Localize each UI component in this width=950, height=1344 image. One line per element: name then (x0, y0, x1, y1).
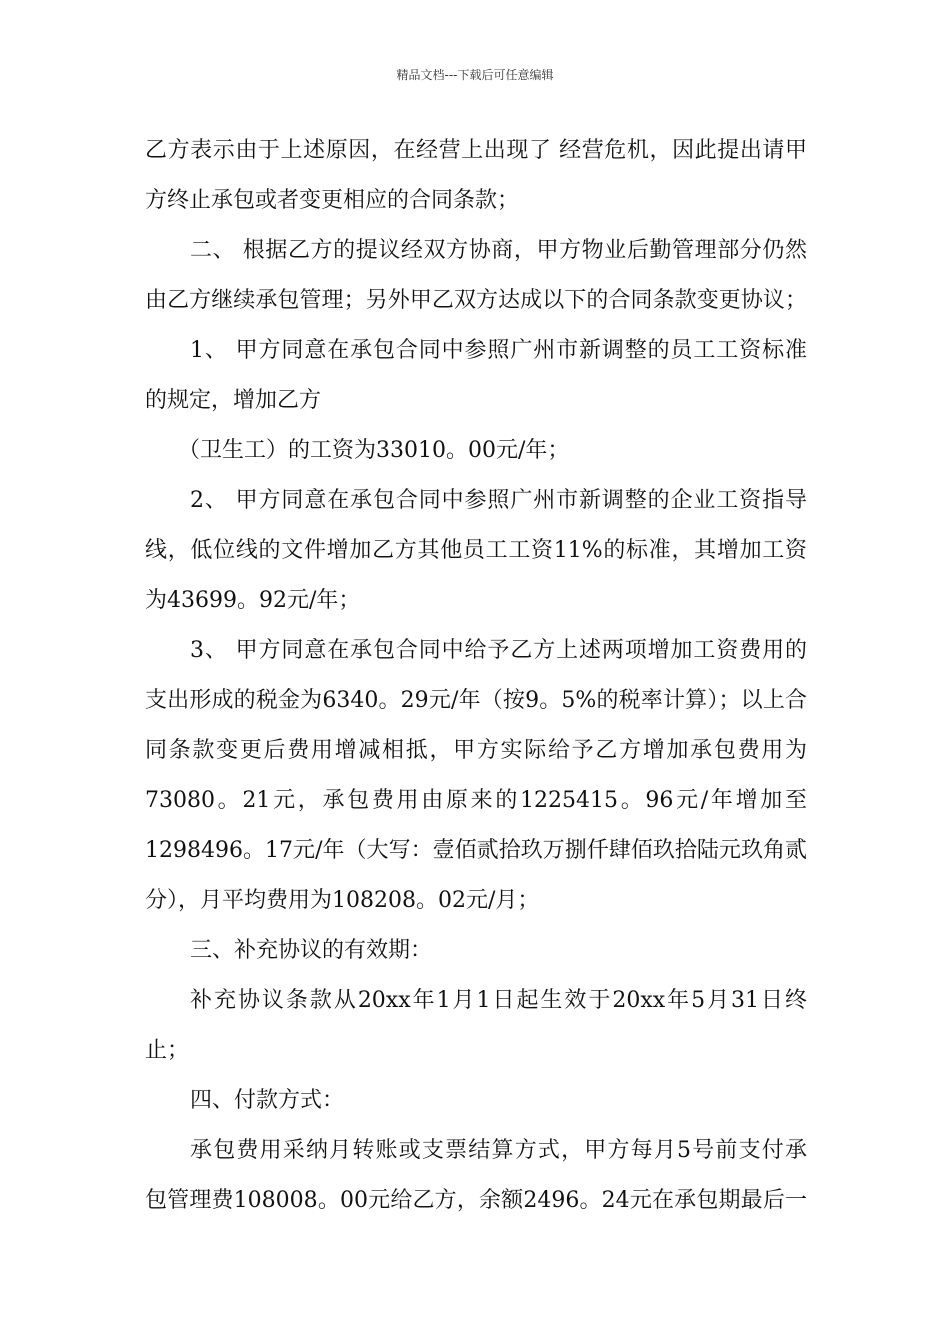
paragraph-line: 2、 甲方同意在承包合同中参照广州市新调整的企业工资指导 (190, 488, 807, 513)
paragraph-line: 乙方表示由于上述原因，在经营上出现了 经营危机，因此提出请甲 (145, 138, 807, 163)
paragraph-line: 包管理费108008。00元给乙方，余额2496。24元在承包期最后一 (145, 1188, 807, 1213)
paragraph-line: 分），月平均费用为108208。02元/月； (145, 888, 540, 913)
section-heading: 三、补充协议的有效期： (190, 938, 433, 963)
paragraph-line: 补充协议条款从20xx年1月1日起生效于20xx年5月31日终 (190, 988, 807, 1013)
paragraph-line: 3、 甲方同意在承包合同中给予乙方上述两项增加工资费用的 (190, 638, 807, 663)
paragraph-line: 73080。21元，承包费用由原来的1225415。96元/年增加至 (145, 788, 807, 813)
section-heading: 四、付款方式： (190, 1088, 345, 1113)
paragraph-line: 承包费用采纳月转账或支票结算方式，甲方每月5号前支付承 (190, 1138, 807, 1163)
paragraph-line: 止； (145, 1038, 190, 1063)
paragraph-line: （卫生工）的工资为33010。00元/年； (178, 438, 570, 463)
paragraph-line: 1、 甲方同意在承包合同中参照广州市新调整的员工工资标准 (190, 338, 807, 363)
paragraph-line: 方终止承包或者变更相应的合同条款； (145, 188, 520, 213)
paragraph-line: 由乙方继续承包管理；另外甲乙双方达成以下的合同条款变更协议； (145, 288, 807, 313)
paragraph-line: 线，低位线的文件增加乙方其他员工工资11%的标准，其增加工资 (145, 538, 807, 563)
paragraph-line: 同条款变更后费用增减相抵，甲方实际给予乙方增加承包费用为 (145, 738, 807, 763)
paragraph-line: 的规定，增加乙方 (145, 388, 322, 413)
paragraph-line: 支出形成的税金为6340。29元/年（按9。5%的税率计算）；以上合 (145, 688, 807, 713)
paragraph-line: 1298496。17元/年（大写：壹佰贰拾玖万捌仟肆佰玖拾陆元玖角贰 (145, 838, 807, 863)
paragraph-line: 二、 根据乙方的提议经双方协商，甲方物业后勤管理部分仍然 (190, 238, 807, 263)
paragraph-line: 为43699。92元/年； (145, 588, 361, 613)
page-header: 精品文档---下载后可任意编辑 (396, 68, 554, 82)
